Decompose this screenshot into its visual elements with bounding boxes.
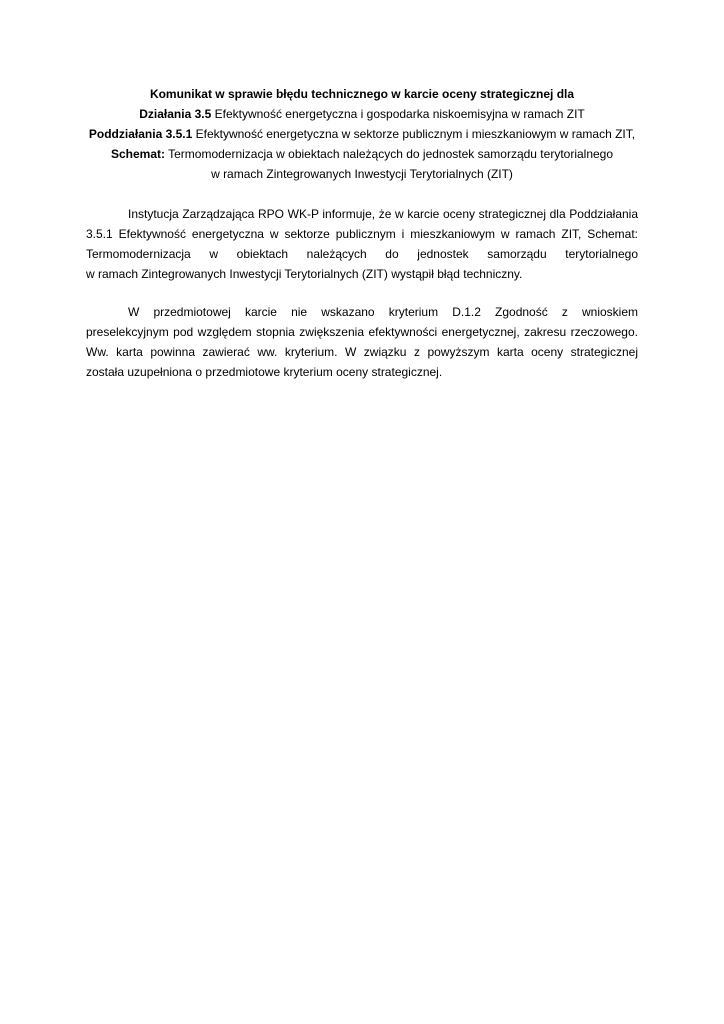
paragraph-correction: [86, 302, 638, 382]
header-action-label: Działania 3.5: [139, 107, 212, 121]
header-zit-line: w ramach Zintegrowanych Inwestycji Terytorialnych (ZIT): [211, 167, 513, 181]
header-action-text: Efektywność energetyczna i gospodarka niskoemisyjna w ramach ZIT: [211, 107, 585, 121]
paragraph-line: Termomodernizacja w obiektach należących do jednostek samorządu terytorialnego: [86, 247, 638, 261]
document-header: [86, 84, 638, 184]
document-content: [86, 84, 638, 382]
paragraph-line: 3.5.1 Efektywność energetyczna w sektorze publicznym i mieszkaniowym w ramach ZIT, Schemat:: [86, 227, 638, 241]
paragraph-line: W przedmiotowej karcie nie wskazano kryterium D.1.2 Zgodność z wnioskiem: [128, 305, 638, 319]
paragraph-line: w ramach Zintegrowanych Inwestycji Terytorialnych (ZIT) wystąpił błąd techniczny.: [86, 267, 523, 281]
header-subaction-line: [86, 124, 638, 144]
paragraph-line: Instytucja Zarządzająca RPO WK-P informuje, że w karcie oceny strategicznej dla Poddziałania: [128, 207, 638, 221]
header-scheme-label: Schemat:: [110, 147, 165, 161]
paragraph-error-notice: [86, 204, 638, 284]
header-subaction-label: Poddziałania 3.5.1: [88, 127, 193, 141]
paragraph-line: preselekcyjnym pod względem stopnia zwiększenia efektywności energetycznej, zakresu rzeczowego.: [86, 325, 638, 339]
header-scheme-line: [86, 144, 638, 164]
header-subaction-text: Efektywność energetyczna w sektorze publicznym i mieszkaniowym w ramach ZIT,: [192, 127, 636, 141]
paragraph-line: została uzupełniona o przedmiotowe kryterium oceny strategicznej.: [86, 365, 443, 379]
header-title-line: Komunikat w sprawie błędu technicznego w karcie oceny strategicznej dla: [149, 87, 575, 101]
paragraph-line: Ww. karta powinna zawierać ww. kryterium. W związku z powyższym karta oceny strategicznej: [86, 345, 638, 359]
header-scheme-text: Termomodernizacja w obiektach należących do jednostek samorządu terytorialnego: [165, 147, 614, 161]
header-action-line: [86, 104, 638, 124]
